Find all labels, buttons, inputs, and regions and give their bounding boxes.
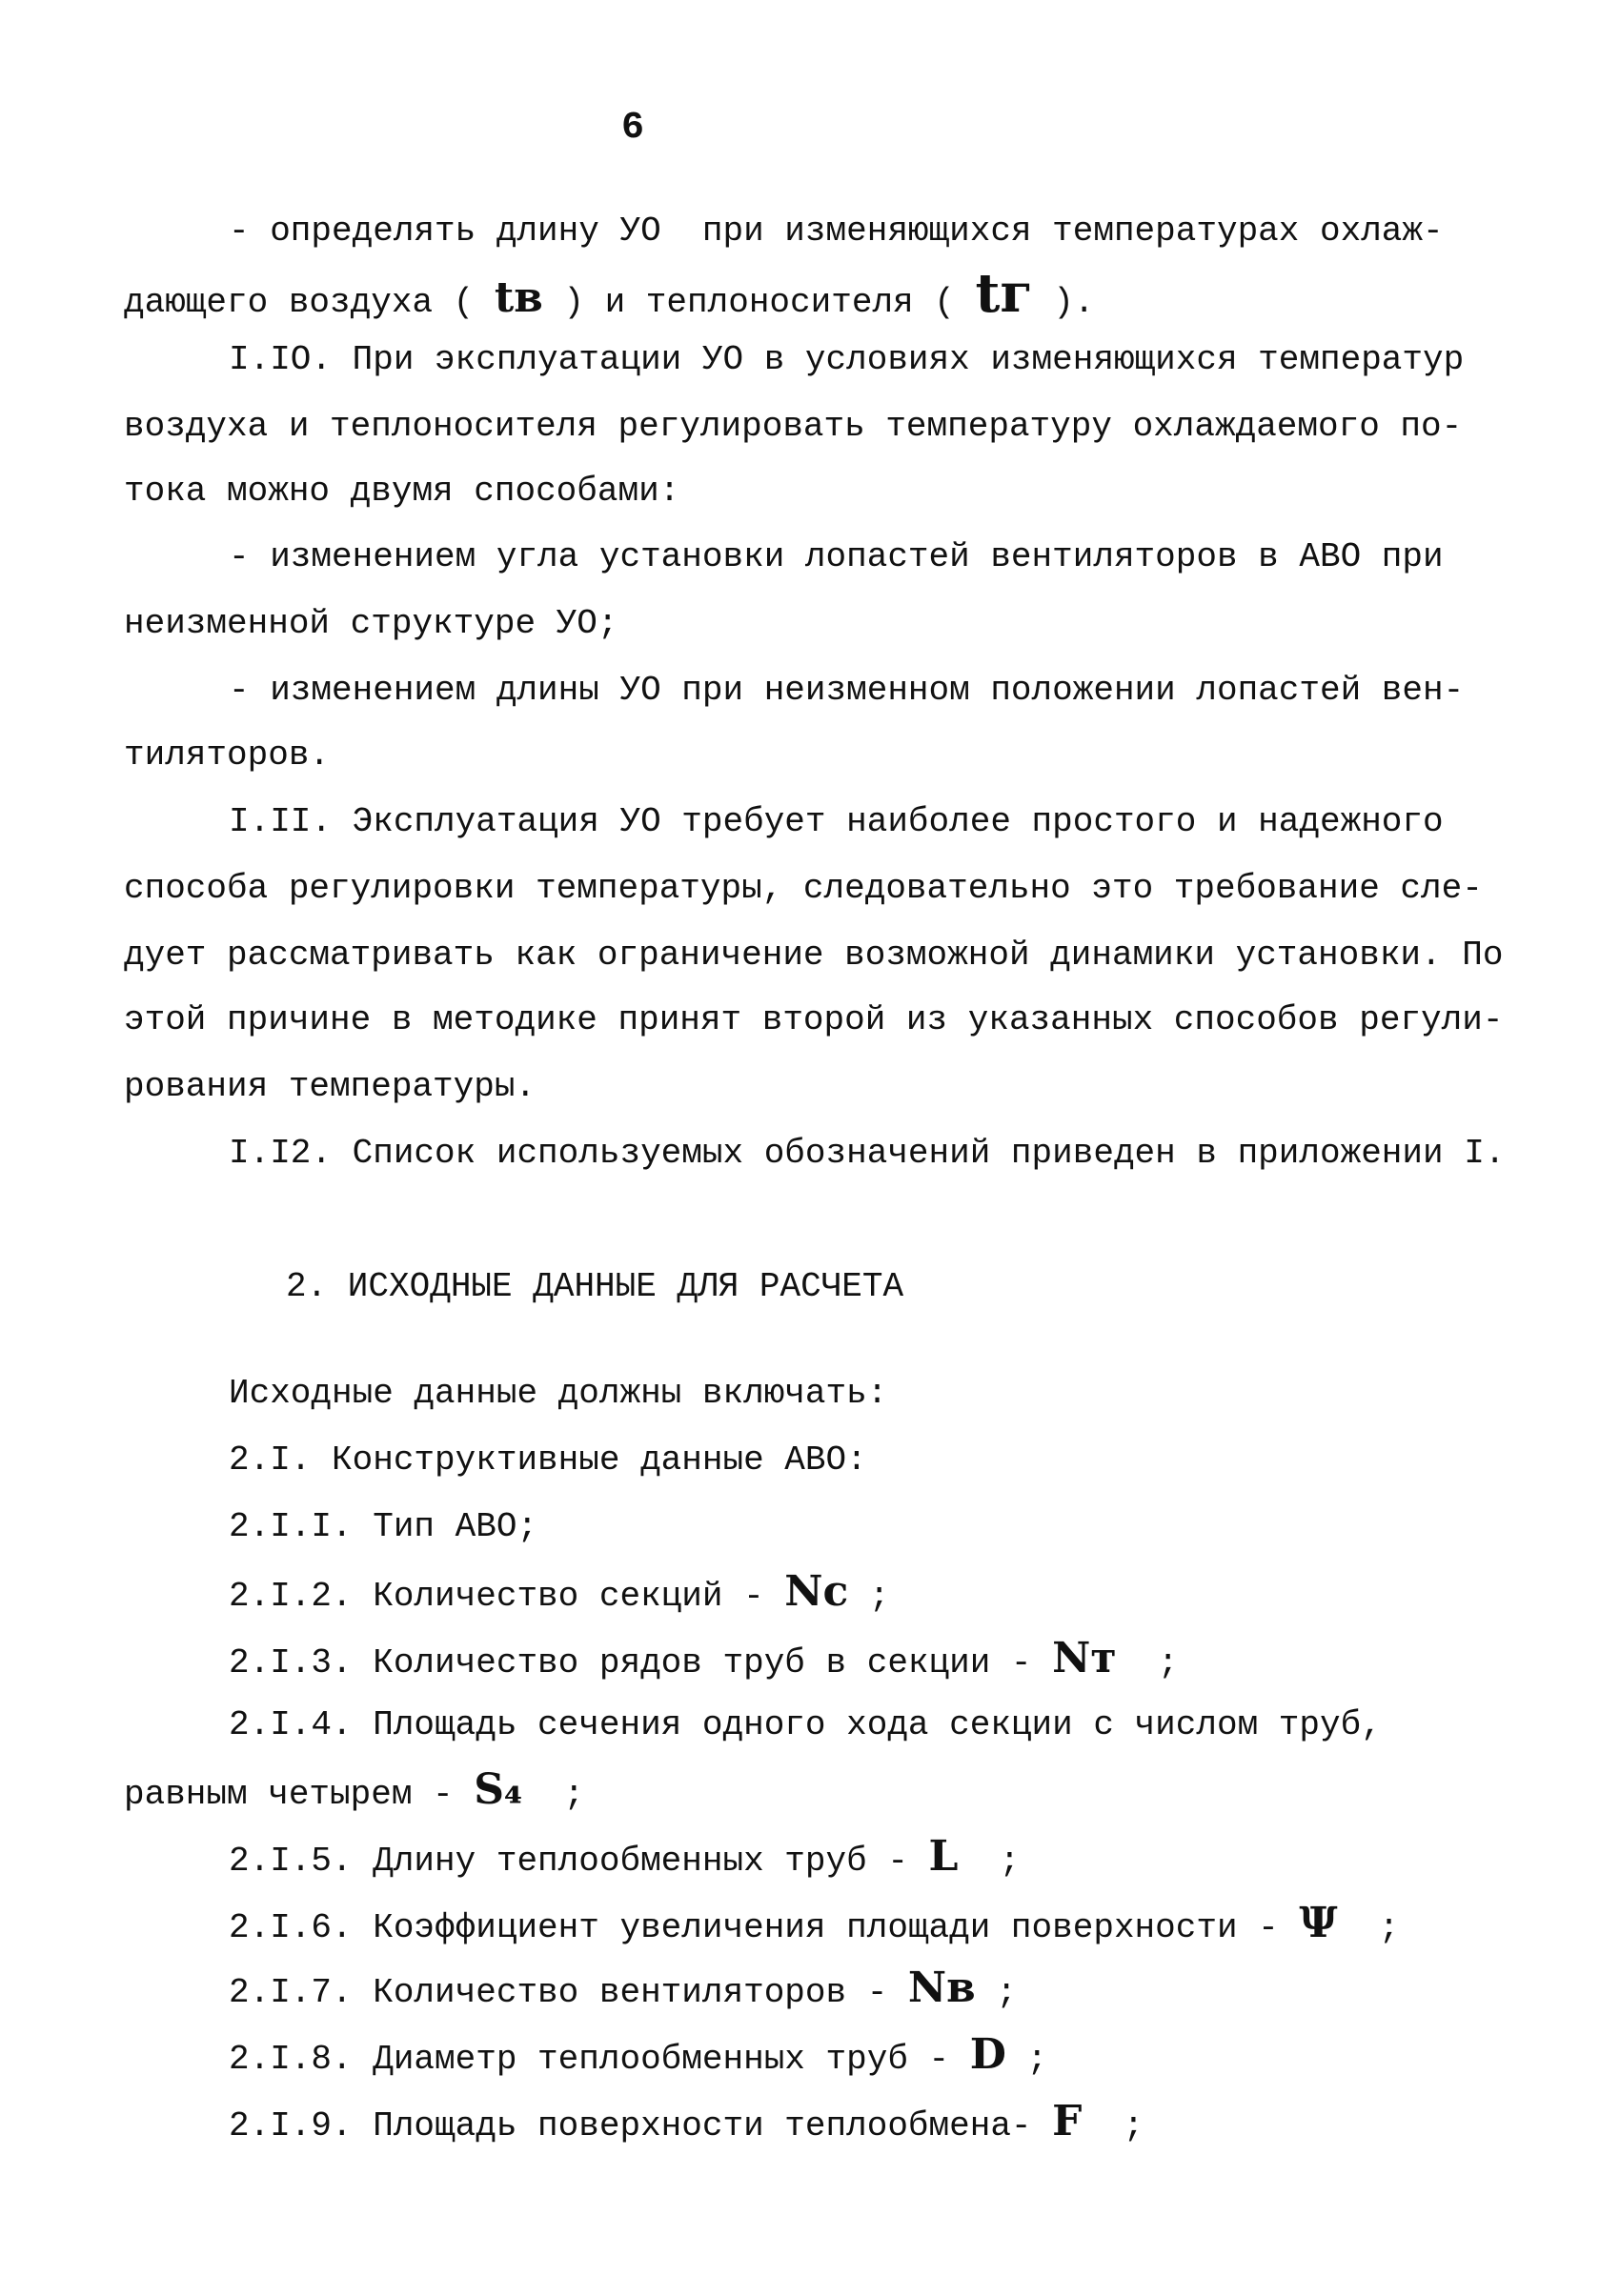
symbol-s4: S₄ (474, 1765, 523, 1814)
item-2-1-3 (229, 1634, 1179, 1685)
intro-line-2 (124, 262, 1095, 325)
s111-line-4: этой причине в методике принят второй из указанных способов регули- (124, 1000, 1504, 1039)
s110-line-5: неизменной структуре УО; (124, 604, 618, 643)
s111-line-1: I.II. Эксплуатация УО требует наиболее простого и надежного (229, 802, 1444, 841)
s111-line-2: способа регулировки температуры, следовательно это требование сле- (124, 869, 1483, 908)
item-2-1-9-text: 2.I.9. Площадь поверхности теплообмена- (229, 2106, 1053, 2145)
intro-text-c: ). (1032, 283, 1095, 322)
s110-line-4: - изменением угла установки лопастей вентиляторов в АВО при (229, 537, 1444, 576)
item-2-1-6-text: 2.I.6. Коэффициент увеличения площади поверхности - (229, 1908, 1300, 1947)
item-2-1-4-line-1: 2.I.4. Площадь сечения одного хода секции с числом труб, (229, 1705, 1382, 1744)
item-2-1-7-text: 2.I.7. Количество вентиляторов - (229, 1973, 908, 2012)
s112-line-1: I.I2. Список используемых обозначений приведен в приложении I. (229, 1134, 1506, 1173)
item-2-1-6-end: ; (1337, 1908, 1400, 1947)
intro-line-1: - определять длину УО при изменяющихся температурах охлаж- (229, 211, 1444, 251)
item-2-1-3-end: ; (1116, 1643, 1179, 1682)
page-number: 6 (621, 107, 645, 150)
symbol-nc: Nс (784, 1567, 849, 1616)
item-2-1-9-end: ; (1082, 2106, 1144, 2145)
symbol-psi: Ψ (1299, 1899, 1338, 1947)
section-2-heading: 2. ИСХОДНЫЕ ДАННЫЕ ДЛЯ РАСЧЕТА (286, 1267, 904, 1306)
item-2-1-7-end: ; (975, 1973, 1017, 2012)
item-2-1-5-end: ; (958, 1842, 1021, 1881)
item-2-1-8-end: ; (1005, 2040, 1048, 2079)
symbol-t-coolant: tг (975, 262, 1033, 325)
item-2-1-8 (229, 2030, 1048, 2082)
item-2-1-9 (229, 2097, 1144, 2148)
symbol-nt: Nт (1052, 1634, 1117, 1682)
item-2-1-6 (229, 1899, 1400, 1950)
item-2-1-4-text: равным четырем - (124, 1775, 475, 1814)
symbol-d: D (969, 2030, 1006, 2079)
s110-line-2: воздуха и теплоносителя регулировать температуру охлаждаемого по- (124, 407, 1463, 446)
item-2-1-1: 2.I.I. Тип АВО; (229, 1507, 538, 1546)
s111-line-5: рования температуры. (124, 1067, 537, 1106)
symbol-l: L (928, 1832, 959, 1881)
s110-line-7: тиляторов. (124, 735, 331, 775)
item-2-1-7 (229, 1966, 1017, 2015)
intro-text-b: ) и теплоносителя ( (542, 283, 976, 322)
item-2-1-2-end: ; (848, 1577, 890, 1616)
symbol-f: F (1052, 2097, 1083, 2145)
s110-line-6: - изменением длины УО при неизменном положении лопастей вен- (229, 671, 1465, 710)
s110-line-1: I.IO. При эксплуатации УО в условиях изменяющихся температур (229, 340, 1465, 379)
item-2-1-3-text: 2.I.3. Количество рядов труб в секции - (229, 1643, 1053, 1682)
s110-line-3: тока можно двумя способами: (124, 472, 680, 511)
item-2-1-4-end: ; (522, 1775, 585, 1814)
item-2-1-5-text: 2.I.5. Длину теплообменных труб - (229, 1842, 929, 1881)
item-2-1-5 (229, 1832, 1021, 1883)
item-2-1-8-text: 2.I.8. Диаметр теплообменных труб - (229, 2040, 970, 2079)
item-2-1-2 (229, 1567, 890, 1619)
intro-text-a: дающего воздуха ( (124, 283, 495, 322)
section-2-1: 2.I. Конструктивные данные АВО: (229, 1440, 867, 1480)
item-2-1-2-text: 2.I.2. Количество секций - (229, 1577, 785, 1616)
symbol-t-air: tв (494, 273, 543, 322)
item-2-1-4-line-2 (124, 1765, 585, 1817)
symbol-nv: Nв (907, 1964, 976, 2012)
section-2-intro: Исходные данные должны включать: (229, 1374, 888, 1413)
s111-line-3: дует рассматривать как ограничение возможной динамики установки. По (124, 936, 1504, 975)
